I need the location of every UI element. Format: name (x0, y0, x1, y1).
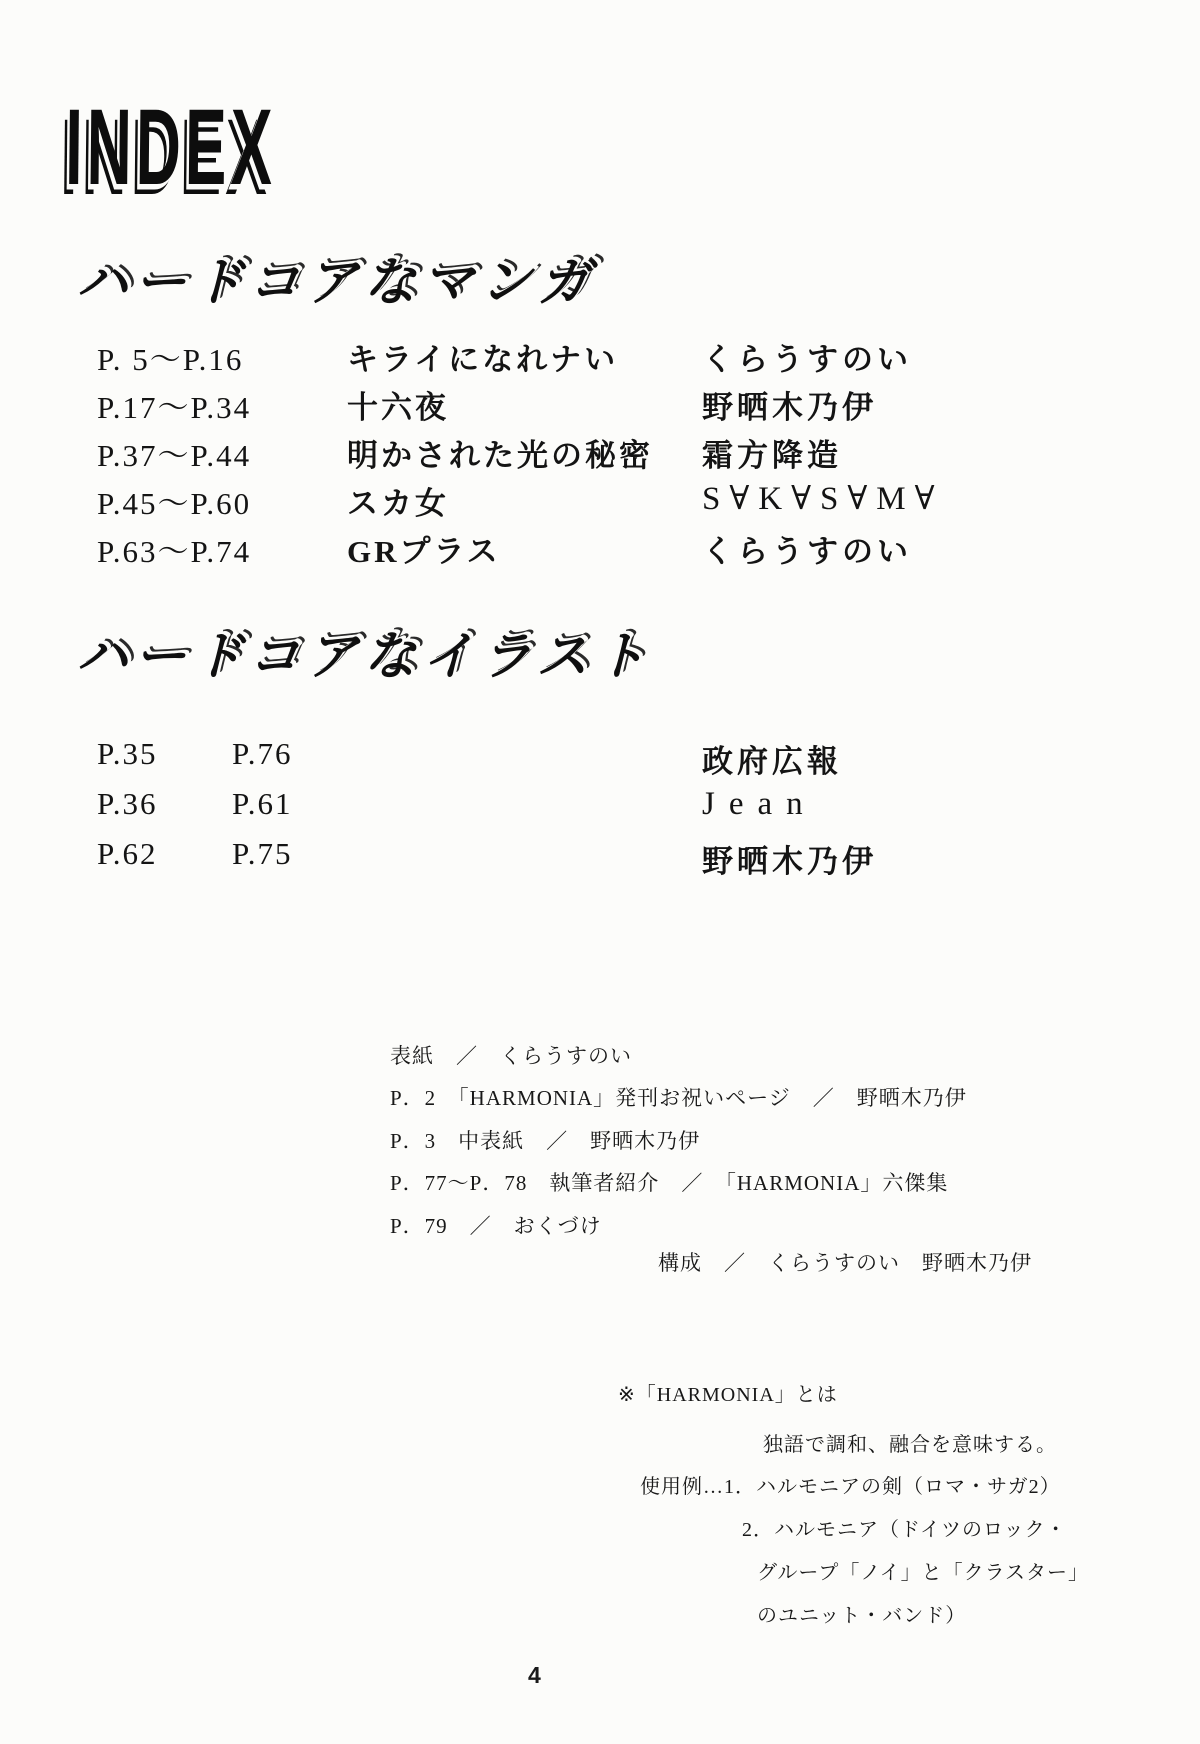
manga-toc (97, 334, 1107, 579)
page-range: P.63〜P.74 (97, 534, 252, 569)
entry-title: キライになれナい (347, 342, 619, 377)
credit-line-cover: 表紙 ／ くらうすのい (390, 1044, 632, 1068)
toc-row (97, 334, 1107, 382)
page-number-2: P.61 (232, 786, 293, 821)
toc-row (97, 478, 1107, 526)
toc-row (97, 786, 1107, 836)
entry-title: GRプラス (347, 534, 501, 569)
note-line: のユニット・バンド） (757, 1605, 967, 1627)
credit-line-p2: P．2 「HARMONIA」発刊お祝いページ ／ 野晒木乃伊 (390, 1086, 967, 1110)
entry-author: 政府広報 (702, 744, 842, 779)
page-number-1: P.62 (97, 836, 158, 871)
toc-row (97, 526, 1107, 574)
note-line: 独語で調和、融合を意味する。 (763, 1434, 1057, 1456)
entry-title: 十六夜 (347, 390, 449, 425)
entry-author: Jean (702, 786, 817, 822)
credit-line-p77-78: P．77〜P．78 執筆者紹介 ／ 「HARMONIA」六傑集 (390, 1171, 949, 1195)
page-number-2: P.75 (232, 836, 293, 871)
entry-author: S∀K∀S∀M∀ (702, 481, 944, 517)
entry-author: くらうすのい (702, 342, 912, 377)
note-line: ※「HARMONIA」とは (618, 1384, 838, 1406)
entry-title: 明かされた光の秘密 (347, 438, 653, 473)
illust-toc (97, 736, 1107, 891)
credit-line-composition: 構成 ／ くらうすのい 野晒木乃伊 (658, 1251, 1032, 1275)
page-range: P.45〜P.60 (97, 486, 252, 521)
entry-author: 野晒木乃伊 (702, 844, 877, 879)
page-range: P.17〜P.34 (97, 390, 252, 425)
entry-author: 霜方降造 (702, 438, 842, 473)
page-title: INDEX (64, 87, 277, 209)
credit-line-p79: P．79 ／ おくづけ (390, 1214, 602, 1238)
illust-section-heading: ハードコアなイラスト (72, 628, 664, 686)
page-number: 4 (528, 1662, 541, 1688)
toc-row (97, 736, 1107, 786)
note-line: グループ「ノイ」と「クラスター」 (757, 1562, 1089, 1584)
page-number-1: P.36 (97, 786, 158, 821)
toc-row (97, 836, 1107, 886)
page-number-2: P.76 (232, 736, 293, 771)
entry-title: スカ女 (347, 486, 449, 521)
entry-author: くらうすのい (702, 534, 912, 569)
credit-line-p3: P．3 中表紙 ／ 野晒木乃伊 (390, 1129, 701, 1153)
note-line: 使用例…1．ハルモニアの剣（ロマ・サガ2） (640, 1476, 1061, 1498)
toc-row (97, 382, 1107, 430)
page-range: P.37〜P.44 (97, 438, 252, 473)
note-line: 2．ハルモニア（ドイツのロック・ (742, 1519, 1067, 1541)
entry-author: 野晒木乃伊 (702, 390, 877, 425)
manga-section-heading: ハードコアなマンガ (72, 254, 608, 312)
page-range: P. 5〜P.16 (97, 342, 244, 377)
toc-row (97, 430, 1107, 478)
page-number-1: P.35 (97, 736, 158, 771)
